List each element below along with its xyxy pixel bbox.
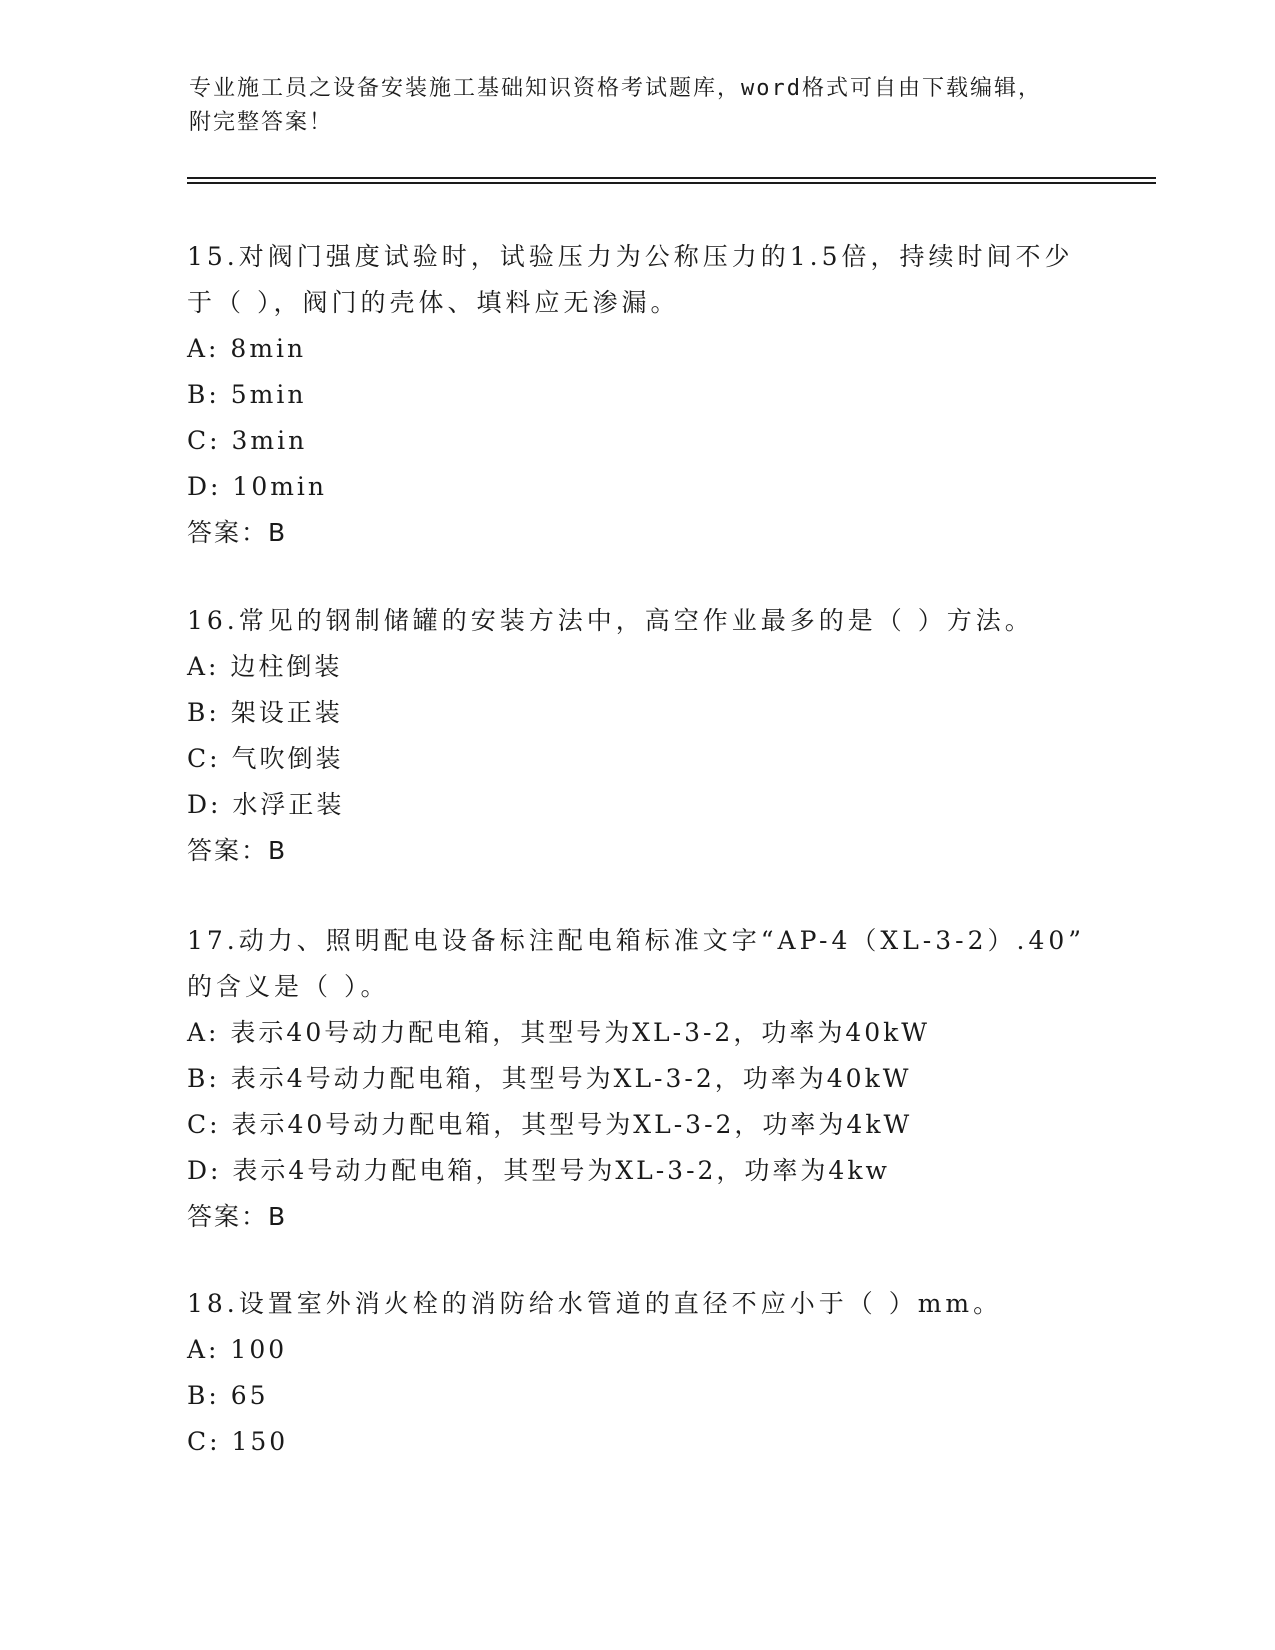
question-stem: 17.动力、照明配电设备标注配电箱标准文字“AP-4（XL-3-2）.40” 的含义是（ ）。 — [187, 926, 1086, 1001]
option-d: D: 10min — [187, 472, 328, 501]
option-a: A: 100 — [187, 1335, 288, 1364]
option-b: B: 架设正装 — [187, 698, 343, 727]
question-stem: 15.对阀门强度试验时，试验压力为公称压力的1.5倍，持续时间不少 于（ ），阀门的壳体、填料应无渗漏。 — [187, 242, 1074, 317]
option-a: A: 边柱倒装 — [187, 652, 343, 681]
option-c: C: 气吹倒装 — [187, 744, 344, 773]
option-b: B: 表示4号动力配电箱，其型号为XL-3-2，功率为40kW — [187, 1064, 912, 1093]
answer-line: 答案：B — [187, 518, 288, 547]
option-b: B: 5min — [187, 380, 307, 409]
question-stem: 16.常见的钢制储罐的安装方法中，高空作业最多的是（ ）方法。 — [187, 606, 1034, 635]
question-16 — [187, 598, 1087, 874]
option-c: C: 3min — [187, 426, 308, 455]
option-c: C: 表示40号动力配电箱，其型号为XL-3-2，功率为4kW — [187, 1110, 913, 1139]
option-c: C: 150 — [187, 1427, 289, 1456]
question-15 — [187, 234, 1087, 556]
option-b: B: 65 — [187, 1381, 269, 1410]
question-18 — [187, 1281, 1087, 1465]
answer-line: 答案：B — [187, 836, 288, 865]
document-header: 专业施工员之设备安装施工基础知识资格考试题库，word格式可自由下载编辑， 附完整答案！ — [189, 76, 1042, 135]
answer-line: 答案：B — [187, 1202, 288, 1231]
question-stem: 18.设置室外消火栓的消防给水管道的直径不应小于（ ）mm。 — [187, 1289, 1003, 1318]
option-a: A: 8min — [187, 334, 307, 363]
option-d: D: 水浮正装 — [187, 790, 345, 819]
question-17 — [187, 918, 1087, 1240]
option-d: D: 表示4号动力配电箱，其型号为XL-3-2，功率为4kw — [187, 1156, 890, 1185]
header-divider-top — [187, 177, 1156, 179]
option-a: A: 表示40号动力配电箱，其型号为XL-3-2，功率为40kW — [187, 1018, 930, 1047]
header-divider-bottom — [187, 182, 1156, 184]
